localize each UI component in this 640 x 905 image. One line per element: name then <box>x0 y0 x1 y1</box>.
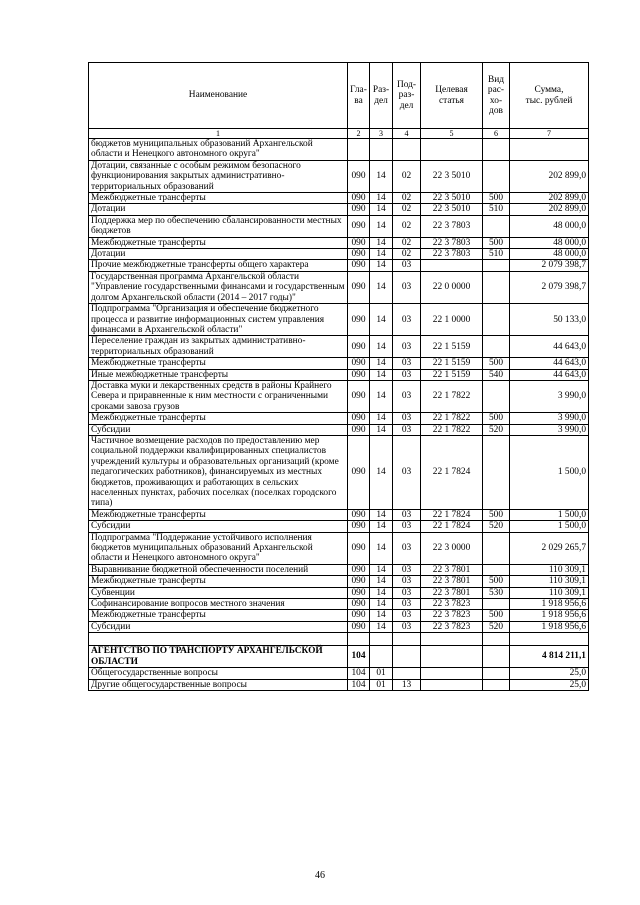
row-subsection: 03 <box>393 521 421 532</box>
header-subsection: Под- раз- дел <box>393 63 421 129</box>
header-row <box>89 63 589 129</box>
row-section: 14 <box>370 336 393 358</box>
row-sum: 48 000,0 <box>510 215 589 237</box>
row-expense-type: 500 <box>483 358 510 369</box>
row-sum: 25,0 <box>510 668 589 679</box>
row-name: Межбюджетные трансферты <box>89 576 348 587</box>
table-row <box>89 564 589 575</box>
table-row <box>89 215 589 237</box>
row-chapter: 104 <box>348 668 370 679</box>
row-chapter: 090 <box>348 204 370 215</box>
row-name: Доставка муки и лекарственных средств в районы Крайнего Севера и приравненные к ним местности с ограниченными сроками завоза грузов <box>89 380 348 412</box>
row-expense-type: 500 <box>483 576 510 587</box>
row-name: Переселение граждан из закрытых административно-территориальных образований <box>89 336 348 358</box>
row-sum: 2 079 398,7 <box>510 260 589 271</box>
row-name: Иные межбюджетные трансферты <box>89 369 348 380</box>
row-subsection: 03 <box>393 599 421 610</box>
row-subsection: 03 <box>393 564 421 575</box>
table-row <box>89 521 589 532</box>
row-section: 14 <box>370 610 393 621</box>
row-subsection: 02 <box>393 249 421 260</box>
table-row <box>89 249 589 260</box>
column-number: 7 <box>510 129 589 139</box>
row-expense-type: 510 <box>483 204 510 215</box>
row-section: 14 <box>370 380 393 412</box>
column-number: 3 <box>370 129 393 139</box>
row-target-article: 22 1 7822 <box>421 380 483 412</box>
row-sum: 1 500,0 <box>510 521 589 532</box>
row-name: Межбюджетные трансферты <box>89 193 348 204</box>
row-expense-type <box>483 139 510 161</box>
row-expense-type <box>483 668 510 679</box>
row-subsection: 02 <box>393 215 421 237</box>
row-sum: 110 309,1 <box>510 564 589 575</box>
row-sum: 50 133,0 <box>510 304 589 336</box>
row-section: 14 <box>370 193 393 204</box>
row-name: Дотации <box>89 249 348 260</box>
row-chapter: 090 <box>348 599 370 610</box>
row-expense-type: 500 <box>483 413 510 424</box>
row-subsection: 03 <box>393 435 421 509</box>
row-sum: 3 990,0 <box>510 413 589 424</box>
row-subsection: 03 <box>393 610 421 621</box>
table-row <box>89 435 589 509</box>
row-chapter: 090 <box>348 193 370 204</box>
row-target-article: 22 3 7801 <box>421 576 483 587</box>
row-subsection: 02 <box>393 193 421 204</box>
row-name: Частичное возмещение расходов по предоставлению мер социальной поддержки квалифицированных специалистов учреждений культуры и образовательных организаций (кроме педагогических работников), финансируемых из местных бюджетов, проживающих и работающих в сельских населенных пунктах, рабочих поселках (поселках городского типа) <box>89 435 348 509</box>
table-row <box>89 509 589 520</box>
row-target-article: 22 3 7823 <box>421 599 483 610</box>
row-name: Подпрограмма "Поддержание устойчивого исполнения бюджетов муниципальных образований Архангельской области и Ненецкого автономного округа" <box>89 532 348 564</box>
row-chapter: 090 <box>348 564 370 575</box>
row-sum: 25,0 <box>510 679 589 690</box>
row-target-article: 22 1 5159 <box>421 336 483 358</box>
row-expense-type <box>483 435 510 509</box>
row-section: 14 <box>370 424 393 435</box>
table-row <box>89 668 589 679</box>
row-subsection: 03 <box>393 304 421 336</box>
row-name: Выравнивание бюджетной обеспеченности поселений <box>89 564 348 575</box>
row-chapter: 090 <box>348 380 370 412</box>
row-expense-type <box>483 679 510 690</box>
row-chapter: 090 <box>348 160 370 192</box>
row-section: 14 <box>370 587 393 598</box>
table-row <box>89 358 589 369</box>
row-section: 14 <box>370 215 393 237</box>
table-row <box>89 304 589 336</box>
row-section: 14 <box>370 413 393 424</box>
column-number: 1 <box>89 129 348 139</box>
header-sum: Сумма, тыс. рублей <box>510 63 589 129</box>
row-target-article: 22 1 7824 <box>421 509 483 520</box>
row-sum: 1 500,0 <box>510 509 589 520</box>
row-expense-type: 520 <box>483 621 510 632</box>
row-section: 14 <box>370 271 393 303</box>
row-sum: 2 029 265,7 <box>510 532 589 564</box>
row-chapter: 090 <box>348 532 370 564</box>
table-row <box>89 587 589 598</box>
table-row <box>89 599 589 610</box>
row-section: 14 <box>370 358 393 369</box>
row-target-article <box>421 646 483 668</box>
row-name: Межбюджетные трансферты <box>89 610 348 621</box>
row-subsection: 03 <box>393 532 421 564</box>
row-chapter: 090 <box>348 610 370 621</box>
row-sum: 44 643,0 <box>510 336 589 358</box>
row-chapter: 090 <box>348 237 370 248</box>
row-target-article <box>421 668 483 679</box>
row-expense-type: 500 <box>483 509 510 520</box>
row-chapter: 090 <box>348 587 370 598</box>
row-sum: 44 643,0 <box>510 369 589 380</box>
row-chapter: 090 <box>348 369 370 380</box>
row-subsection: 03 <box>393 358 421 369</box>
row-expense-type <box>483 564 510 575</box>
table-row <box>89 336 589 358</box>
row-chapter: 090 <box>348 304 370 336</box>
row-target-article: 22 3 7803 <box>421 249 483 260</box>
row-target-article: 22 3 5010 <box>421 160 483 192</box>
row-section: 14 <box>370 509 393 520</box>
header-target: Целевая статья <box>421 63 483 129</box>
row-name: Субсидии <box>89 621 348 632</box>
table-row <box>89 204 589 215</box>
column-number: 6 <box>483 129 510 139</box>
row-sum: 44 643,0 <box>510 358 589 369</box>
row-subsection: 03 <box>393 260 421 271</box>
row-name: Дотации, связанные с особым режимом безопасного функционирования закрытых административно-территориальных образований <box>89 160 348 192</box>
page-number: 46 <box>315 870 325 881</box>
row-name: Другие общегосударственные вопросы <box>89 679 348 690</box>
column-number: 5 <box>421 129 483 139</box>
column-number-row <box>89 129 589 139</box>
row-subsection: 03 <box>393 336 421 358</box>
table-row <box>89 193 589 204</box>
table-row <box>89 621 589 632</box>
row-sum <box>510 633 589 646</box>
row-section <box>370 139 393 161</box>
row-expense-type <box>483 532 510 564</box>
row-section: 14 <box>370 249 393 260</box>
row-section: 14 <box>370 532 393 564</box>
table-row <box>89 646 589 668</box>
row-section <box>370 633 393 646</box>
row-name: Межбюджетные трансферты <box>89 413 348 424</box>
row-subsection: 02 <box>393 160 421 192</box>
row-target-article: 22 1 7824 <box>421 521 483 532</box>
row-name: бюджетов муниципальных образований Архангельской области и Ненецкого автономного округа" <box>89 139 348 161</box>
row-chapter: 104 <box>348 646 370 668</box>
row-target-article: 22 3 7803 <box>421 237 483 248</box>
table-row <box>89 424 589 435</box>
row-target-article: 22 3 7803 <box>421 215 483 237</box>
row-expense-type <box>483 336 510 358</box>
row-name: Общегосударственные вопросы <box>89 668 348 679</box>
row-expense-type <box>483 633 510 646</box>
row-expense-type <box>483 215 510 237</box>
row-target-article: 22 0 0000 <box>421 271 483 303</box>
row-name: Государственная программа Архангельской области "Управление государственными финансами и государственным долгом Архангельской области (2014 – 2017 годы)" <box>89 271 348 303</box>
row-name: Поддержка мер по обеспечению сбалансированности местных бюджетов <box>89 215 348 237</box>
row-expense-type: 510 <box>483 249 510 260</box>
row-section <box>370 646 393 668</box>
row-chapter: 090 <box>348 271 370 303</box>
row-chapter: 090 <box>348 576 370 587</box>
table-row <box>89 139 589 161</box>
row-sum: 1 918 956,6 <box>510 599 589 610</box>
row-sum: 48 000,0 <box>510 237 589 248</box>
row-target-article: 22 3 5010 <box>421 193 483 204</box>
budget-table <box>88 62 589 691</box>
row-subsection: 03 <box>393 587 421 598</box>
row-target-article: 22 1 5159 <box>421 358 483 369</box>
column-number: 4 <box>393 129 421 139</box>
row-target-article: 22 1 7822 <box>421 424 483 435</box>
row-subsection: 03 <box>393 271 421 303</box>
row-sum: 1 918 956,6 <box>510 610 589 621</box>
row-name: Прочие межбюджетные трансферты общего характера <box>89 260 348 271</box>
row-expense-type <box>483 304 510 336</box>
row-chapter: 090 <box>348 521 370 532</box>
row-section: 14 <box>370 160 393 192</box>
table-row <box>89 260 589 271</box>
table-row <box>89 610 589 621</box>
row-section: 14 <box>370 621 393 632</box>
row-sum: 48 000,0 <box>510 249 589 260</box>
row-expense-type: 530 <box>483 587 510 598</box>
row-chapter <box>348 633 370 646</box>
table-row <box>89 271 589 303</box>
row-sum: 110 309,1 <box>510 576 589 587</box>
row-expense-type <box>483 380 510 412</box>
row-name: Подпрограмма "Организация и обеспечение бюджетного процесса и развитие информационных систем управления финансами в Архангельской области" <box>89 304 348 336</box>
row-target-article: 22 1 7822 <box>421 413 483 424</box>
row-target-article <box>421 139 483 161</box>
row-chapter: 090 <box>348 260 370 271</box>
row-chapter: 104 <box>348 679 370 690</box>
table-body <box>89 139 589 691</box>
row-section: 14 <box>370 369 393 380</box>
row-section: 14 <box>370 564 393 575</box>
row-name: Субсидии <box>89 424 348 435</box>
row-expense-type <box>483 271 510 303</box>
row-sum: 202 899,0 <box>510 193 589 204</box>
row-chapter: 090 <box>348 249 370 260</box>
row-subsection <box>393 646 421 668</box>
row-section: 01 <box>370 668 393 679</box>
row-subsection: 02 <box>393 204 421 215</box>
header-chapter: Гла- ва <box>348 63 370 129</box>
row-subsection <box>393 139 421 161</box>
row-subsection: 03 <box>393 576 421 587</box>
row-name: АГЕНТСТВО ПО ТРАНСПОРТУ АРХАНГЕЛЬСКОЙ ОБЛАСТИ <box>89 646 348 668</box>
row-chapter: 090 <box>348 435 370 509</box>
row-subsection: 03 <box>393 413 421 424</box>
row-expense-type: 540 <box>483 369 510 380</box>
row-section: 14 <box>370 237 393 248</box>
row-subsection: 13 <box>393 679 421 690</box>
row-expense-type: 500 <box>483 193 510 204</box>
table-row <box>89 380 589 412</box>
row-expense-type <box>483 160 510 192</box>
row-expense-type: 520 <box>483 424 510 435</box>
row-chapter <box>348 139 370 161</box>
row-section: 01 <box>370 679 393 690</box>
row-target-article: 22 3 7823 <box>421 621 483 632</box>
row-target-article: 22 1 7824 <box>421 435 483 509</box>
table-row <box>89 413 589 424</box>
row-sum: 202 899,0 <box>510 160 589 192</box>
row-expense-type: 500 <box>483 237 510 248</box>
row-sum: 202 899,0 <box>510 204 589 215</box>
row-target-article: 22 1 0000 <box>421 304 483 336</box>
row-expense-type: 500 <box>483 610 510 621</box>
header-name: Наименование <box>89 63 348 129</box>
row-section: 14 <box>370 521 393 532</box>
table-row <box>89 160 589 192</box>
row-chapter: 090 <box>348 215 370 237</box>
row-section: 14 <box>370 260 393 271</box>
row-target-article: 22 3 7801 <box>421 587 483 598</box>
row-chapter: 090 <box>348 424 370 435</box>
row-subsection <box>393 633 421 646</box>
header-section: Раз- дел <box>370 63 393 129</box>
row-target-article: 22 3 7823 <box>421 610 483 621</box>
table-row <box>89 369 589 380</box>
table-row <box>89 532 589 564</box>
table-row <box>89 679 589 690</box>
row-name <box>89 633 348 646</box>
row-name: Межбюджетные трансферты <box>89 358 348 369</box>
row-section: 14 <box>370 435 393 509</box>
row-sum: 1 918 956,6 <box>510 621 589 632</box>
row-subsection: 03 <box>393 621 421 632</box>
row-section: 14 <box>370 304 393 336</box>
row-sum: 2 079 398,7 <box>510 271 589 303</box>
row-name: Межбюджетные трансферты <box>89 237 348 248</box>
header-expense-type: Вид рас- хо- дов <box>483 63 510 129</box>
row-sum: 3 990,0 <box>510 380 589 412</box>
row-sum: 110 309,1 <box>510 587 589 598</box>
row-subsection: 03 <box>393 509 421 520</box>
row-expense-type: 520 <box>483 521 510 532</box>
row-subsection: 03 <box>393 380 421 412</box>
row-name: Софинансирование вопросов местного значения <box>89 599 348 610</box>
row-expense-type <box>483 646 510 668</box>
row-target-article: 22 3 5010 <box>421 204 483 215</box>
row-subsection: 03 <box>393 369 421 380</box>
row-chapter: 090 <box>348 413 370 424</box>
row-section: 14 <box>370 599 393 610</box>
row-expense-type <box>483 260 510 271</box>
row-name: Дотации <box>89 204 348 215</box>
table-row <box>89 576 589 587</box>
row-target-article <box>421 633 483 646</box>
row-name: Субвенции <box>89 587 348 598</box>
row-subsection: 02 <box>393 237 421 248</box>
row-name: Межбюджетные трансферты <box>89 509 348 520</box>
row-section: 14 <box>370 576 393 587</box>
row-subsection: 03 <box>393 424 421 435</box>
row-target-article <box>421 679 483 690</box>
table-row <box>89 237 589 248</box>
row-target-article: 22 3 0000 <box>421 532 483 564</box>
row-sum: 1 500,0 <box>510 435 589 509</box>
row-target-article <box>421 260 483 271</box>
column-number: 2 <box>348 129 370 139</box>
row-target-article: 22 1 5159 <box>421 369 483 380</box>
row-subsection <box>393 668 421 679</box>
row-chapter: 090 <box>348 336 370 358</box>
row-sum <box>510 139 589 161</box>
row-sum: 3 990,0 <box>510 424 589 435</box>
row-target-article: 22 3 7801 <box>421 564 483 575</box>
row-chapter: 090 <box>348 621 370 632</box>
table-row <box>89 633 589 646</box>
row-expense-type <box>483 599 510 610</box>
row-chapter: 090 <box>348 509 370 520</box>
row-name: Субсидии <box>89 521 348 532</box>
row-section: 14 <box>370 204 393 215</box>
row-sum: 4 814 211,1 <box>510 646 589 668</box>
row-chapter: 090 <box>348 358 370 369</box>
